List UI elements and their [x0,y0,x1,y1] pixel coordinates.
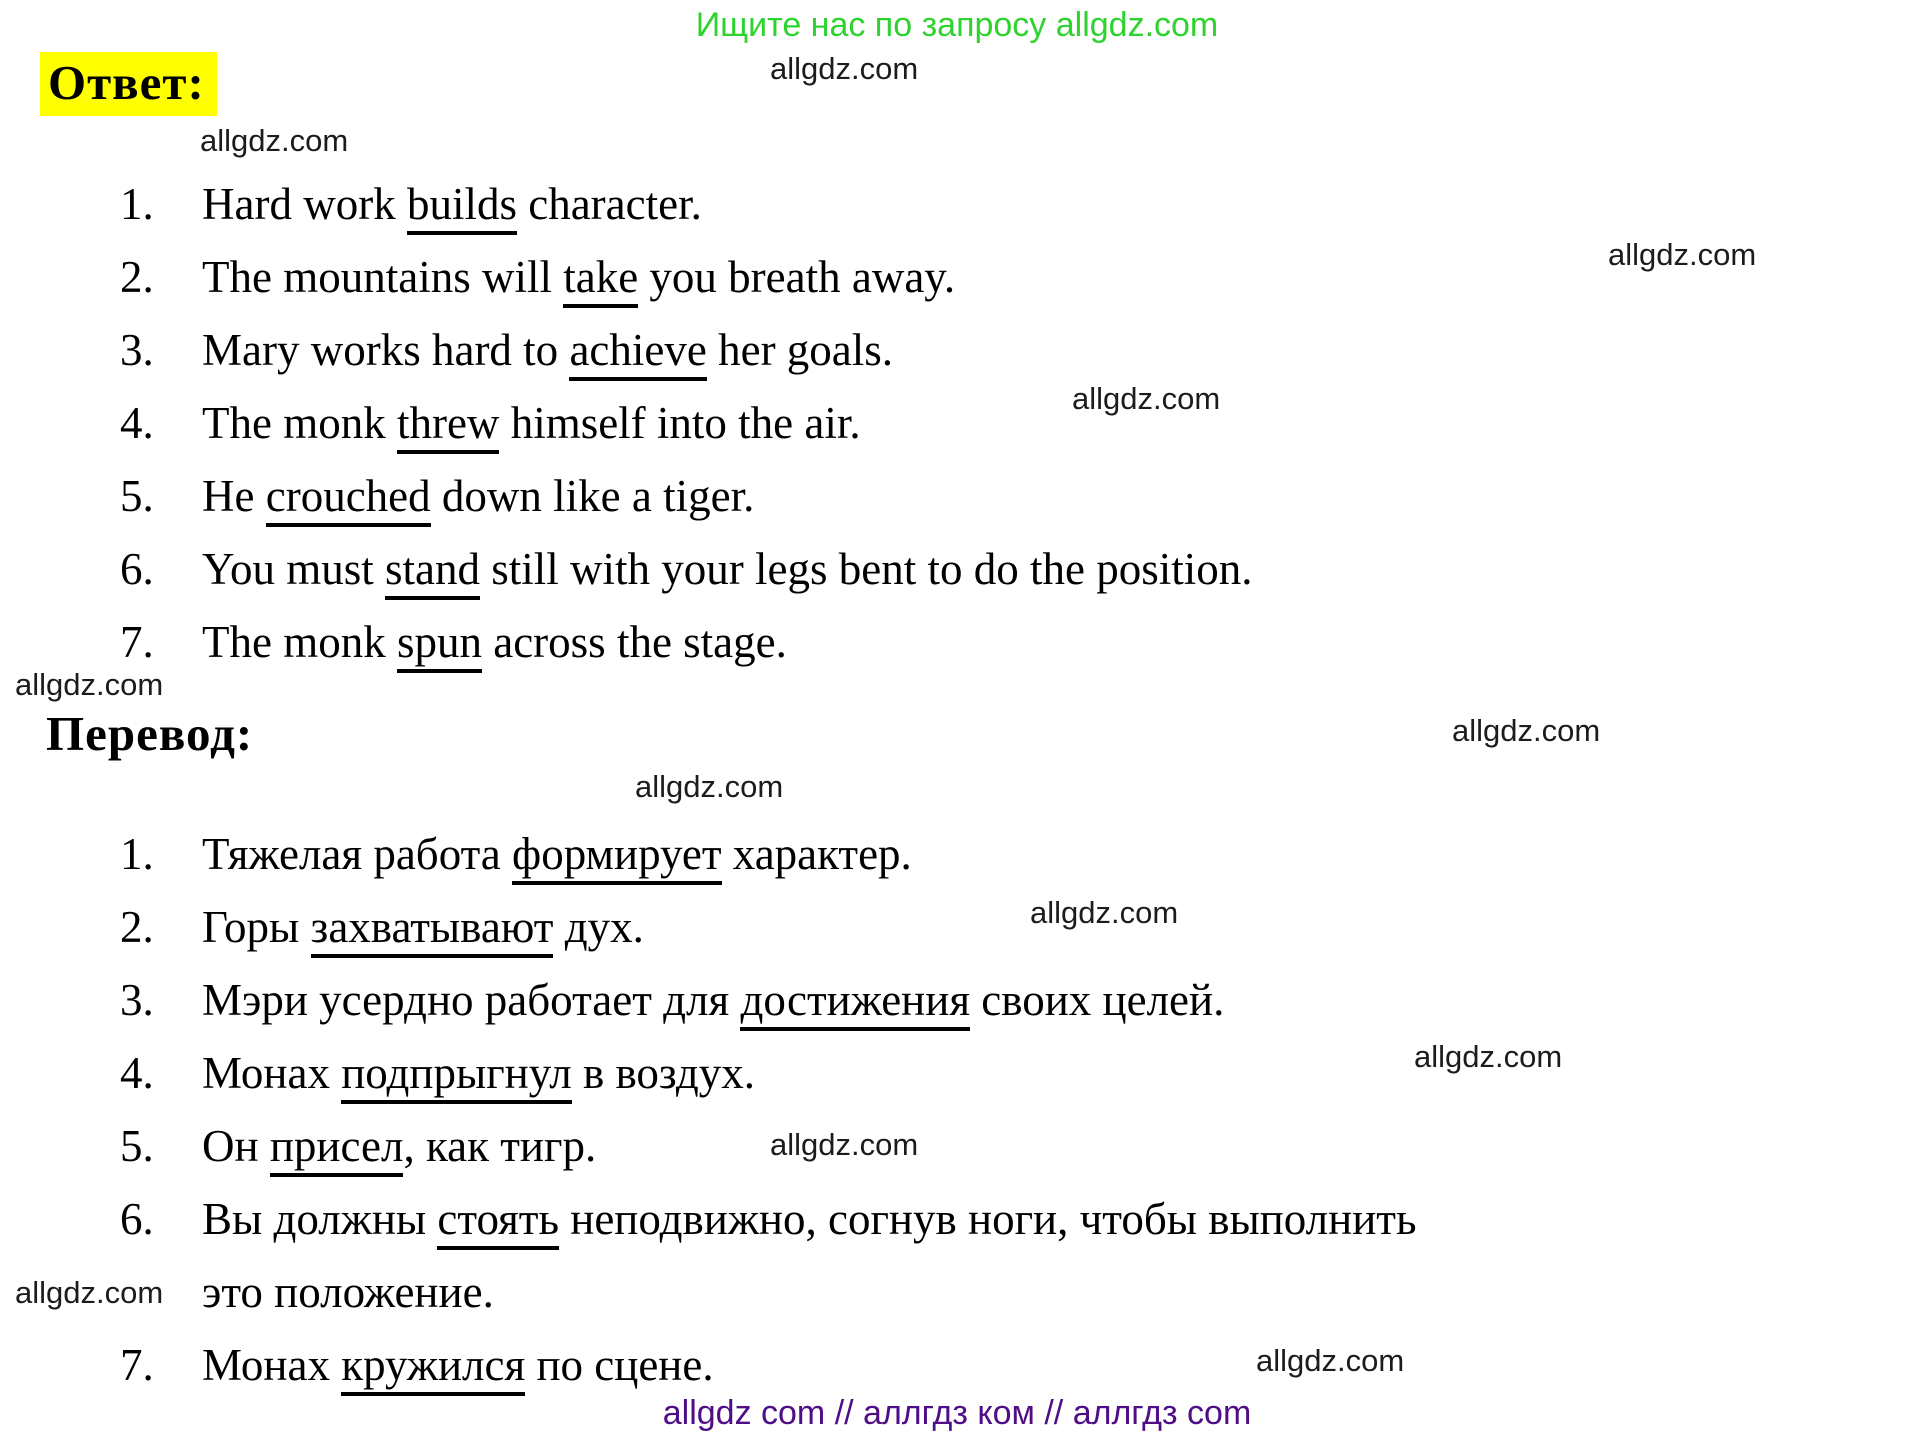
underlined-word: spun [397,617,482,673]
list-item [120,964,1880,1037]
watermark: allgdz.com [1072,381,1221,416]
list-item [120,818,1880,891]
watermark: allgdz.com [1256,1343,1405,1378]
list-item [120,168,1880,241]
list-item [120,891,1880,964]
item-sentence [202,241,955,314]
watermark: allgdz.com [635,769,784,804]
item-number: 5. [120,1121,154,1171]
item-text: Вы должны [202,1194,438,1244]
list-item [120,533,1880,606]
underlined-word: achieve [569,325,706,381]
list-item [120,1037,1880,1110]
item-sentence [202,314,893,387]
watermark: allgdz.com [1414,1039,1563,1074]
item-text: Мэри усердно работает для [202,975,741,1025]
item-sentence [202,168,702,241]
item-text: still with your legs bent to do the position. [480,544,1253,594]
item-number: 3. [120,325,154,375]
item-text: это положение. [202,1267,494,1317]
item-number: 4. [120,398,154,448]
list-item [120,387,1880,460]
list-item [120,1329,1880,1402]
translation-heading: Перевод: [46,706,254,761]
list-item [120,241,1880,314]
item-text: across the stage. [481,617,787,667]
item-number: 2. [120,902,154,952]
item-text: неподвижно, согнув ноги, чтобы выполнить [559,1194,1417,1244]
item-number: 2. [120,252,154,302]
item-text: character. [516,179,702,229]
underlined-word: builds [407,179,517,235]
item-text: down like a tiger. [430,471,755,521]
item-number: 3. [120,975,154,1025]
answer-list [120,168,1880,679]
list-item [120,1110,1880,1183]
underlined-word: захватывают [311,902,554,958]
translation-list [120,818,1880,1402]
item-sentence [202,1037,755,1110]
footer-links: allgdz com // аллгдз ком // аллгдз com [662,1394,1252,1432]
item-text: He [202,471,266,521]
underlined-word: threw [397,398,499,454]
underlined-word: стоять [437,1194,559,1250]
item-text: в воздух. [571,1048,756,1098]
item-text: характер. [721,829,912,879]
item-text: своих целей. [970,975,1225,1025]
item-text: Горы [202,902,311,952]
item-sentence [202,533,1253,606]
answer-heading: Ответ: [40,52,217,116]
item-text: you breath away. [638,252,956,302]
watermark: allgdz.com [1030,895,1179,930]
item-text: The monk [202,617,397,667]
watermark: allgdz.com [200,123,349,158]
item-sentence [202,1183,1416,1329]
underlined-word: достижения [740,975,970,1031]
list-item [120,606,1880,679]
item-text: Mary works hard to [202,325,570,375]
item-number: 4. [120,1048,154,1098]
watermark: allgdz.com [770,1127,919,1162]
list-item [120,1183,1880,1329]
item-sentence [202,891,644,964]
underlined-word: кружился [341,1340,525,1396]
item-text: The monk [202,398,397,448]
underlined-word: присел [270,1121,404,1177]
underlined-word: формирует [512,829,722,885]
item-text: дух. [553,902,644,952]
underlined-word: stand [385,544,480,600]
item-text: по сцене. [525,1340,714,1390]
item-sentence [202,1329,714,1402]
watermark: allgdz.com [1608,237,1757,272]
item-sentence [202,1110,596,1183]
underlined-word: take [563,252,638,308]
watermark: allgdz.com [770,51,919,86]
watermark: allgdz.com [15,667,164,702]
underlined-word: подпрыгнул [341,1048,572,1104]
item-number: 6. [120,1194,154,1244]
list-item [120,314,1880,387]
item-text: Монах [202,1048,342,1098]
item-sentence [202,460,754,533]
item-text: Он [202,1121,270,1171]
item-number: 1. [120,179,154,229]
item-number: 1. [120,829,154,879]
underlined-word: crouched [266,471,431,527]
item-sentence [202,964,1224,1037]
watermark: allgdz.com [1452,713,1601,748]
item-text: Монах [202,1340,342,1390]
item-text: Тяжелая работа [202,829,513,879]
item-text: The mountains will [202,252,564,302]
item-sentence [202,818,912,891]
item-number: 7. [120,617,154,667]
item-number: 6. [120,544,154,594]
item-number: 5. [120,471,154,521]
item-text: himself into the air. [499,398,861,448]
item-text: , как тигр. [403,1121,597,1171]
item-sentence [202,387,861,460]
list-item [120,460,1880,533]
item-text: You must [202,544,386,594]
item-text: her goals. [706,325,894,375]
watermark: allgdz.com [15,1275,164,1310]
item-number: 7. [120,1340,154,1390]
promo-banner: Ищите нас по запросу allgdz.com [695,6,1219,44]
item-text: Hard work [202,179,407,229]
item-sentence [202,606,787,679]
